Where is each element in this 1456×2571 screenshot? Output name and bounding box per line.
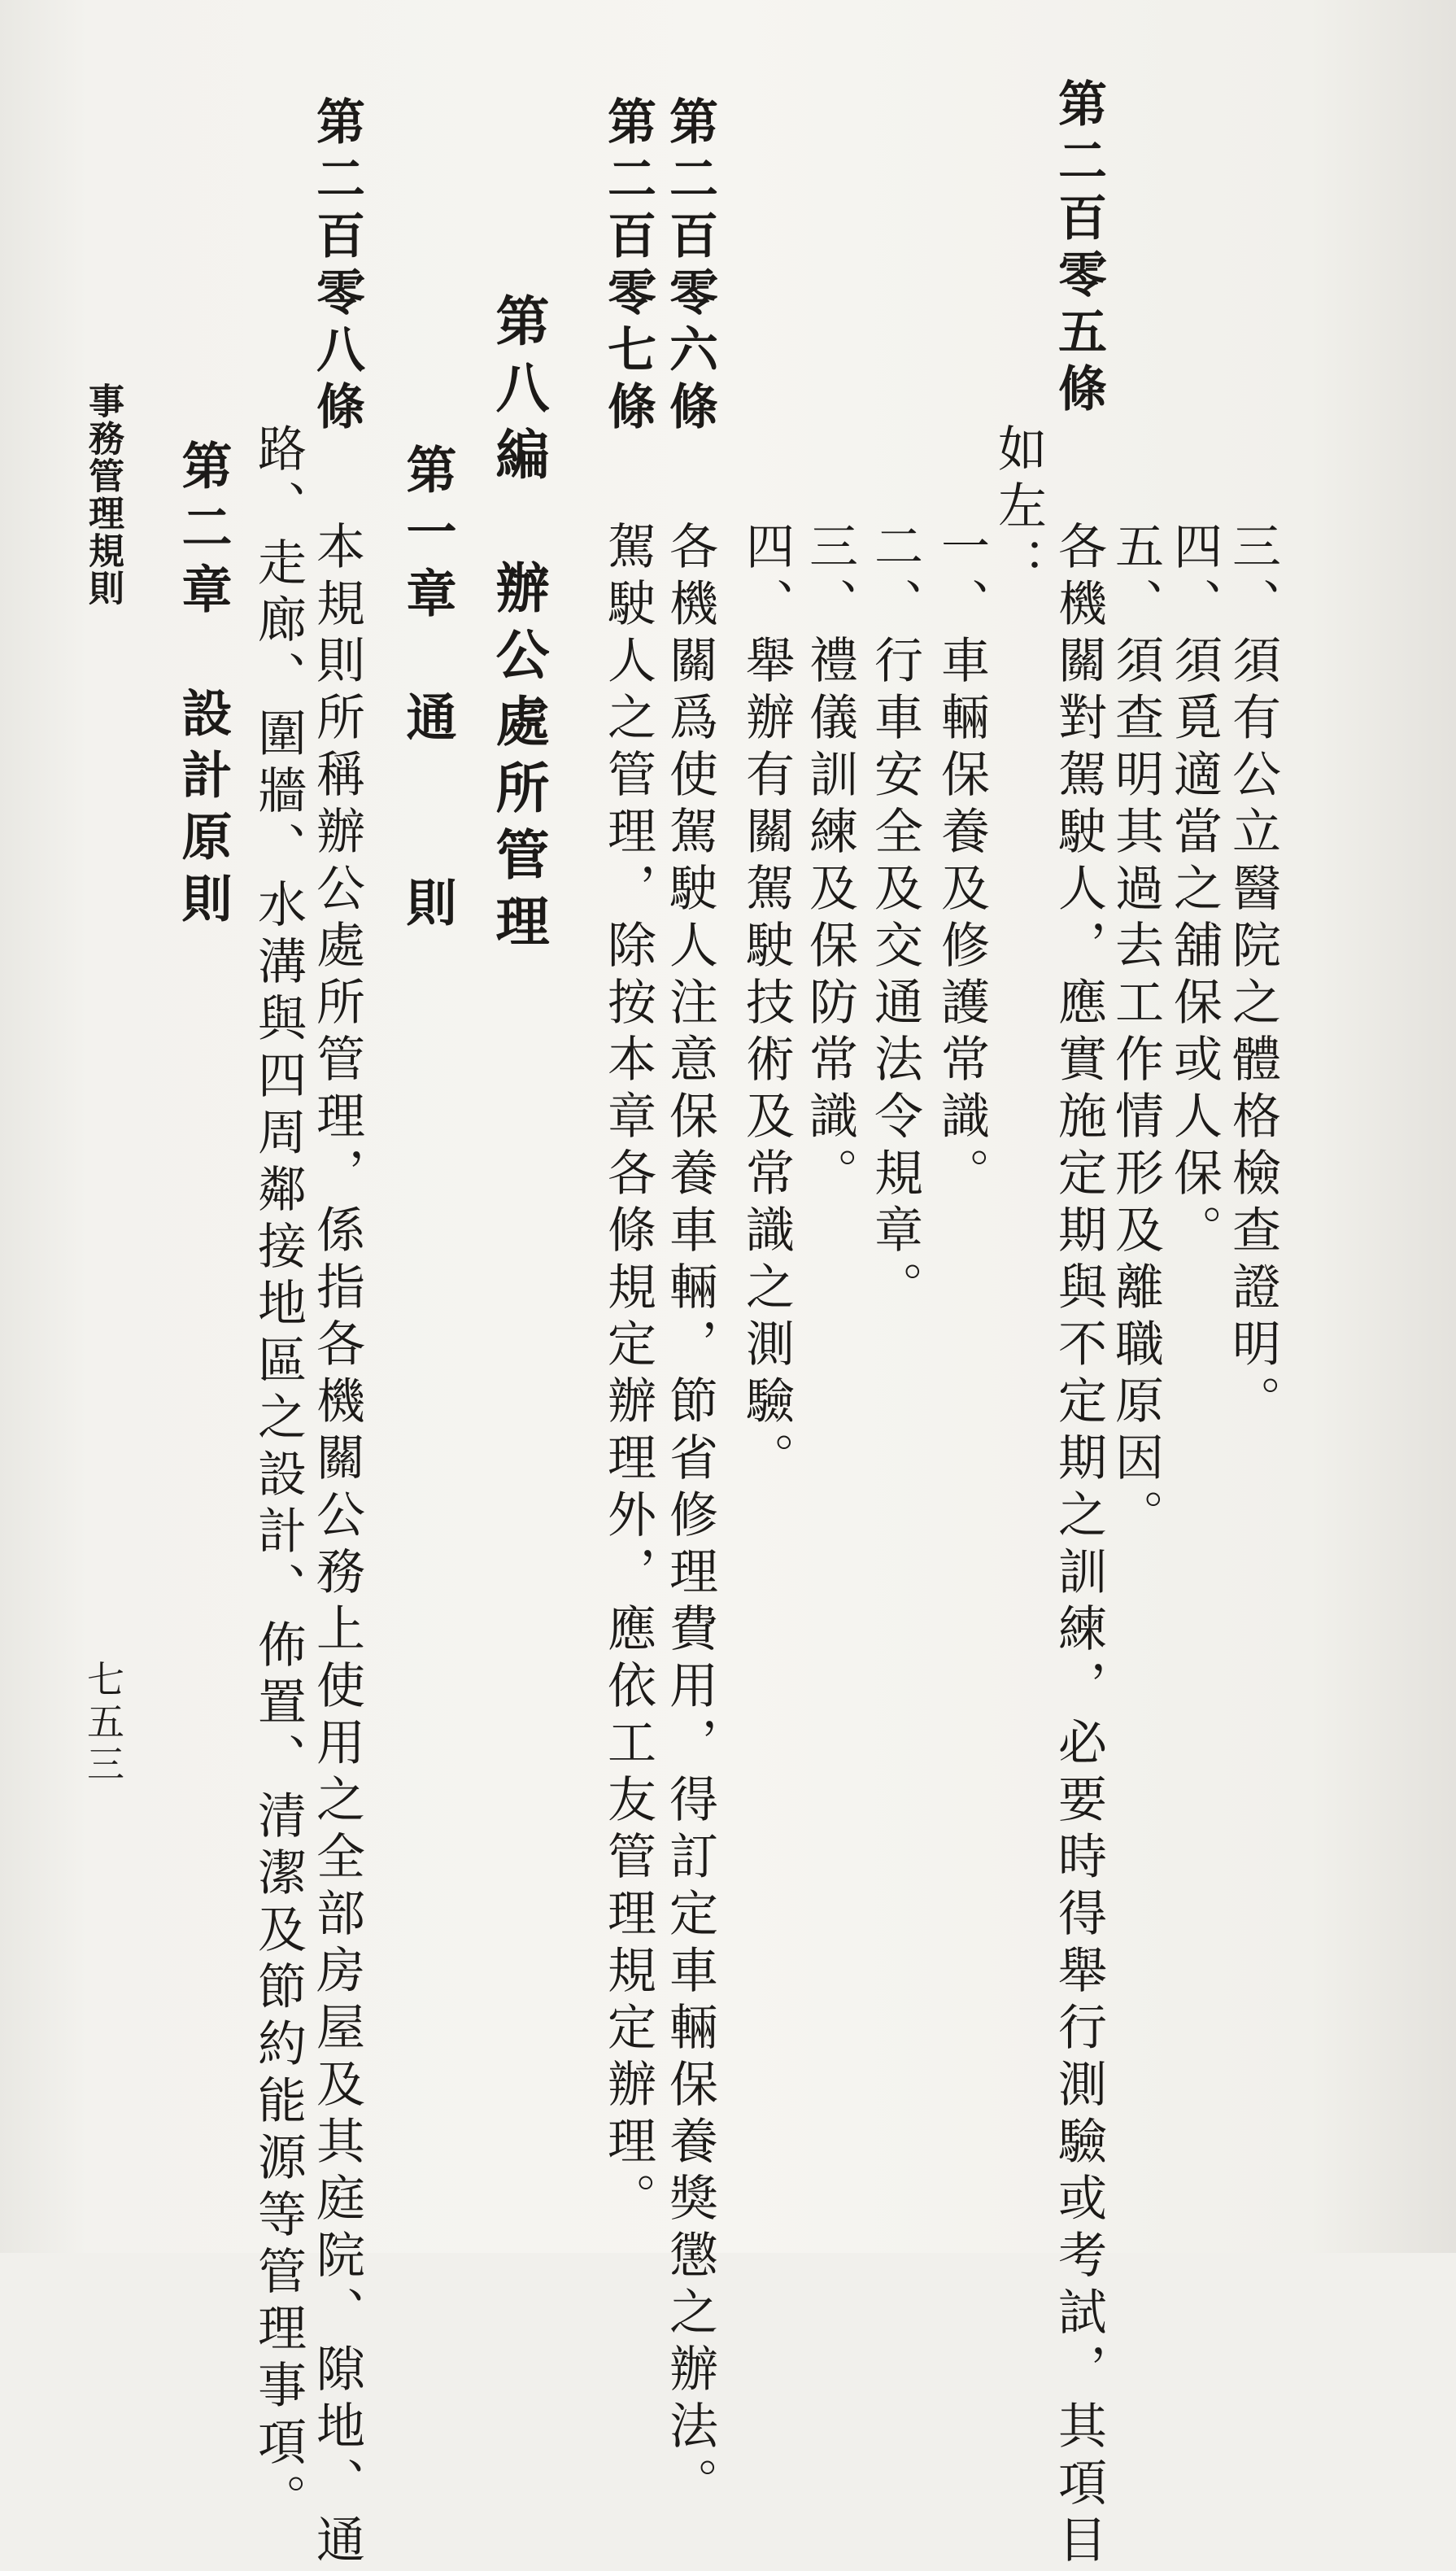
article-206-number: 第二百零六條	[661, 96, 718, 438]
article-205-text: 各機關對駕駛人，應實施定期與不定期之訓練，必要時得舉行測驗或考試，其項目	[1050, 521, 1107, 2571]
article-205-item-2: 二、行車安全及交通法令規章。	[866, 521, 923, 1318]
article-207-number: 第二百零七條	[599, 96, 656, 438]
chapter-2-heading: 第二章 設計原則	[173, 439, 233, 934]
article-205-item-1: 一、車輛保養及修護常識。	[933, 521, 990, 1204]
page-number: 七五三	[81, 1660, 125, 1787]
article-205-item-4: 四、舉辦有關駕駛技術及常識之測驗。	[738, 521, 795, 1489]
article-204-item-5: 五、須查明其過去工作情形及離職原因。	[1107, 521, 1164, 1546]
article-204-item-4: 四、須覓適當之舖保或人保。	[1166, 521, 1223, 1261]
article-207-text: 駕駛人之管理，除按本章各條規定辦理外，應依工友管理規定辦理。	[599, 521, 656, 2229]
show-through-text	[1261, 122, 1326, 174]
article-204-item-3: 三、須有公立醫院之體格檢查證明。	[1224, 521, 1281, 1432]
article-205-item-3: 三、禮儀訓練及保防常識。	[801, 521, 858, 1204]
article-205-number: 第二百零五條	[1050, 78, 1107, 420]
article-205-text-cont: 如左：	[990, 423, 1047, 594]
article-206-text: 各機關爲使駕駛人注意保養車輛，節省修理費用，得訂定車輛保養獎懲之辦法。	[661, 521, 718, 2514]
article-208-text: 本規則所稱辦公處所管理，係指各機關公務上使用之全部房屋及其庭院、隙地、通	[308, 521, 365, 2571]
part-8-heading: 第八編 辦公處所管理	[486, 293, 550, 960]
article-208-text-cont: 路、走廊、圍牆、水溝與四周鄰接地區之設計、佈置、清潔及節約能源等管理事項。	[250, 423, 307, 2530]
chapter-1-heading: 第一章 通 則	[398, 443, 457, 938]
article-208-number: 第二百零八條	[308, 96, 365, 438]
running-head: 事務管理規則	[82, 382, 124, 607]
